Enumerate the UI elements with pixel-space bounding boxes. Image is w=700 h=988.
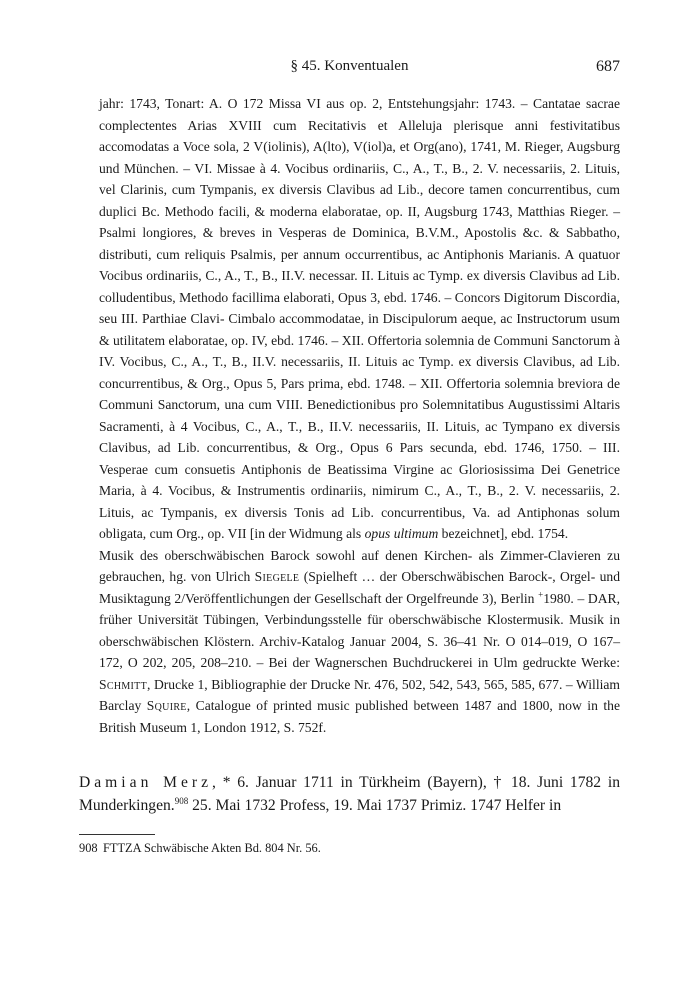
death-mark: + [538,588,544,599]
opus-ultimum-italic: opus ultimum [364,526,439,541]
section-title: § 45. Konventualen [290,58,409,74]
running-header [79,58,620,78]
entry-text-1: , * 6. Januar 1711 in Türkheim (Bayern), † 18. Juni 1782 in Munderkingen. [79,774,620,814]
entry-text-2: 25. Mai 1732 Profess, 19. Mai 1737 Primiz. 1747 Helfer in [188,796,562,814]
page-number: 687 [596,58,620,75]
author-squire: Squire [146,698,187,713]
footnote-divider [79,834,155,835]
bib-text-2: (Spielheft … der Oberschwäbischen Barock-, Orgel- und Musiktagung 2/Veröffentlichungen der Gesellschaft der Orgelfreunde 3), Berlin [99,569,620,606]
works-text: jahr: 1743, Tonart: A. O 172 Missa VI aus op. 2, Entstehungsjahr: 1743. – Cantatae sacrae complectentes Arias XVIII cum Recitativis et Alleluja plerisque anni festivitatibus accomodatas a Voce sola, 2 V(iolinis), A(lto), V(iol)a, et Org(ano), 1741, M. Rieger, Augsburg und München. – VI. Missae à 4. Vocibus ordinariis, C., A., T., B., 2. V. necessariis, 2. Lituis, vel Clarinis, cum Tympanis, ex diversis Clavibus ad Lib., decore tamen concurrentibus, cum duplici Bc. Methodo facili, & moderna elaboratae, op. II, Augsburg 1743, Matthias Rieger. – Psalmi longiores, & breves in Vesperas de Dominica, B.V.M., Apostolis &c. & Sabbatho, distributi, cum reliquis Psalmis, per annum occurrentibus, ac Antiphonis Marianis. A quatuor Vocibus ordinariis, C., A., T., B., II.V. necessar. II. Lituis ac Tymp. ex diversis Clavibus ad Lib. colludentibus, Methodo facillima elaborati, Opus 3, ebd. 1746. – Concors Digitorum Discordia, seu III. Parthiae Clavi- Cimbalo accommodatae, in Discipulorum aeque, ac Instructorum usum & utilitatem elaboratae, op. IV, ebd. 1746. – XII. Offertoria solemnia de Communi Sanctorum à IV. Vocibus, C., A., T., B., II.V. necessariis, II. Lituis ac Tymp. ex diversis Clavibus, ad Lib. concurrentibus, & Org., Opus 5, Pars prima, ebd. 1748. – XII. Offertoria solemnia breviora de Communi Sanctorum, una cum VIII. Benedictionibus pro Solemnitatibus Augustissimi Altaris Sacramenti, à 4 Vocibus, C., A., T., B., II.V. necessariis, II. Lituis, ac Tympano ex diversis Clavibus, ad Lib. concurrentibus, & Org., Opus 6 Pars secunda, ebd. 1746, 1750. – III. Vesperae cum consuetis Antiphonis de Beatissima Virgine ac Gloriosissima Dei Genetrice Maria, à 4. Vocibus, & Instrumentis ordinariis, nimirum C., A., T., B., 2. V. necessariis, 2. Lituis, ac Tympanis, ex diversis Tonis ad Lib. concurrentibus, Va. ad Antiphonas solum obligata, cum Org., op. VII [in der Widmung als [99,96,620,541]
bib-text-3: 1980. – DAR, früher Universität Tübingen, Verbindungsstelle für oberschwäbische Klostermusik. Musik in oberschwäbischen Klöstern. Archiv-Katalog Januar 2004, S. 36–41 Nr. O 014–019, O 167–172, O 202, 205, 208–210. – Bei der Wagnerschen Buchdruckerei in Ulm gedruckte Werke: [99,590,621,670]
footnote-number: 908 [79,841,98,855]
bib-text-5: , Catalogue of printed music published between 1487 and 1800, now in the British Museum 1, London 1912, S. 752f. [99,698,620,735]
footnote-reference: 908 [174,795,189,806]
bibliography-paragraph [99,545,620,739]
author-schmitt: Schmitt [99,676,147,692]
body-text [99,93,620,738]
author-siegele: Siegele [254,569,300,584]
works-paragraph [99,93,620,545]
entry-paragraph [79,772,620,817]
footnote [79,840,620,857]
person-entry [79,772,620,817]
person-name: Damian Merz [79,774,213,791]
footnote-text: FTTZA Schwäbische Akten Bd. 804 Nr. 56. [103,841,321,855]
bib-text-4: , Drucke 1, Bibliographie der Drucke Nr. 476, 502, 542, 543, 565, 585, 677. – William Barclay [99,676,620,713]
bib-text-1: Musik des oberschwäbischen Barock sowohl auf denen Kirchen- als Zimmer-Clavieren zu gebrauchen, hg. von Ulrich [99,547,620,584]
works-text-end: bezeichnet], ebd. 1754. [438,526,569,541]
